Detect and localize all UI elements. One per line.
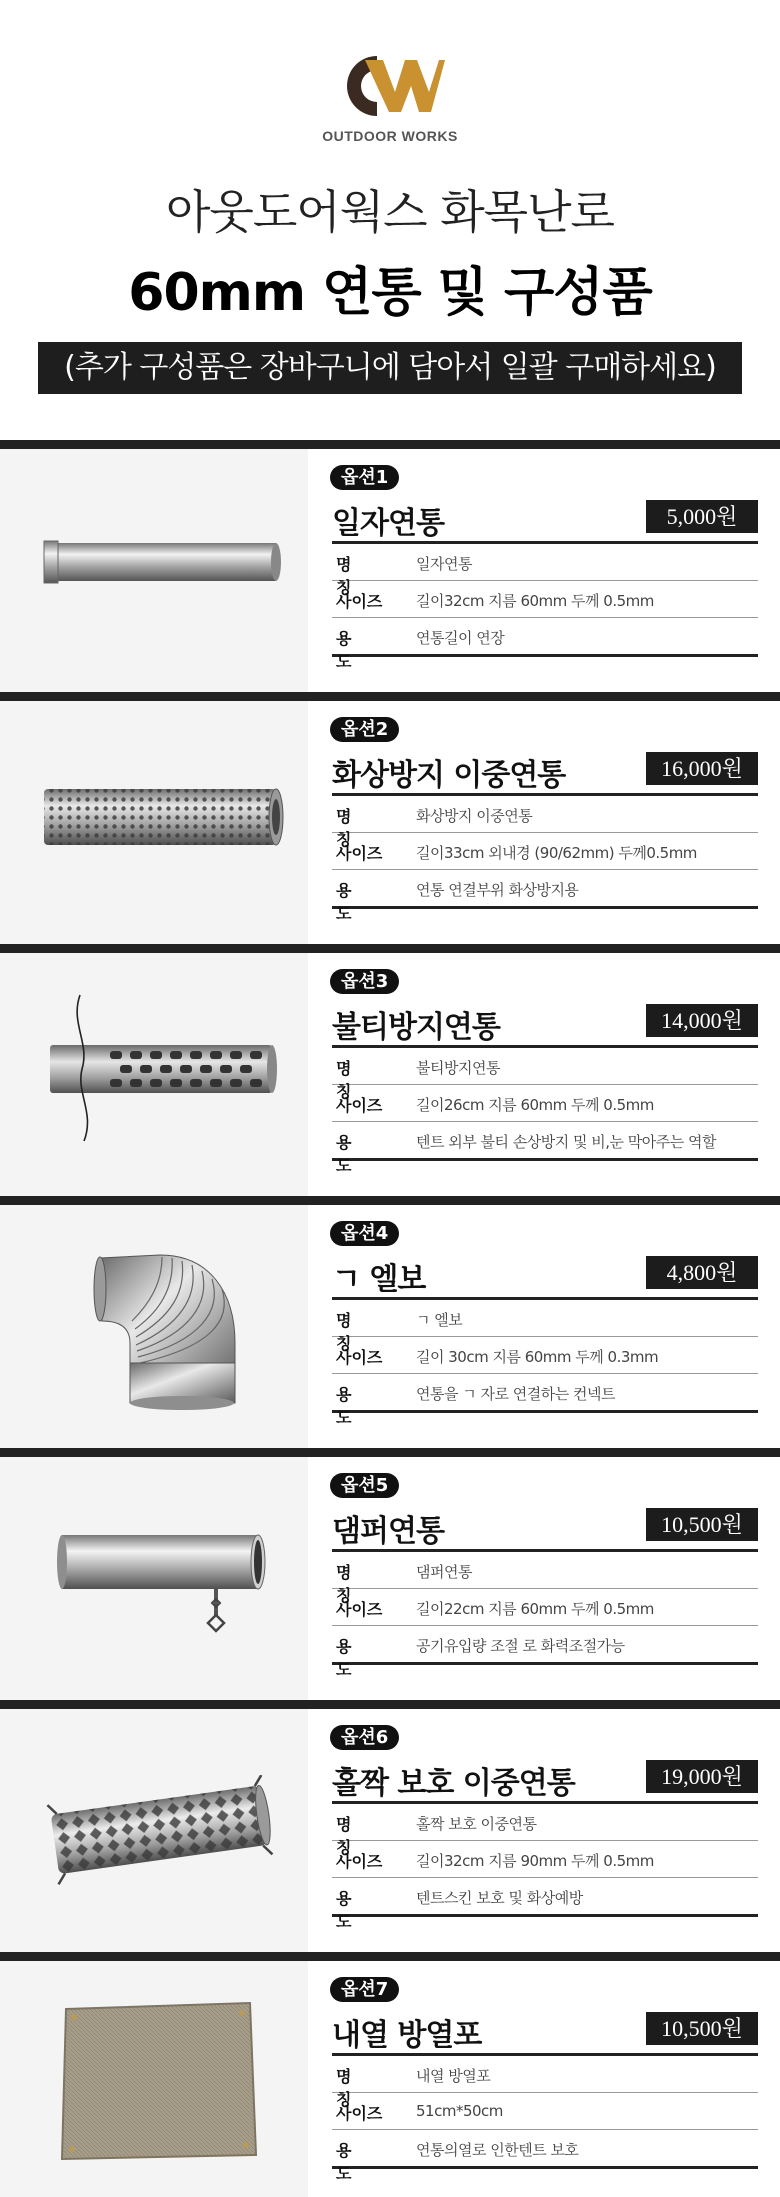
option-card-3 xyxy=(0,944,780,1196)
option-card-6 xyxy=(0,1700,780,1952)
price-tag: 19,000원 xyxy=(646,1760,758,1793)
spec-label: 사이즈 xyxy=(336,1600,383,1619)
spec-label: 용 도 xyxy=(336,1889,364,1931)
spec-value: 길이32cm 지름 90mm 두께 0.5mm xyxy=(416,1852,654,1870)
option-title: 내열 방열포 xyxy=(332,2018,482,2053)
option-badge: 옵션1 xyxy=(330,465,399,490)
damper-pipe-icon xyxy=(56,1527,276,1647)
spec-value: 텐트 외부 불티 손상방지 및 비,눈 막아주는 역할 xyxy=(416,1133,716,1151)
option-badge: 옵션6 xyxy=(330,1725,399,1750)
spec-label: 명 칭 xyxy=(336,1059,364,1101)
spec-label: 용 도 xyxy=(336,1637,364,1679)
spec-label: 사이즈 xyxy=(336,1852,383,1871)
spec-label: 사이즈 xyxy=(336,1096,383,1115)
option-badge: 옵션4 xyxy=(330,1221,399,1246)
spec-value: 화상방지 이중연통 xyxy=(416,807,533,825)
heat-shield-cloth-icon xyxy=(54,1997,264,2167)
spec-label: 사이즈 xyxy=(336,844,383,863)
spec-label: 용 도 xyxy=(336,1133,364,1175)
spec-label: 사이즈 xyxy=(336,1348,383,1367)
spec-value: 연통을 ㄱ 자로 연결하는 컨넥트 xyxy=(416,1385,615,1403)
spec-row-name xyxy=(332,796,758,849)
price-tag: 4,800원 xyxy=(646,1256,758,1289)
spec-value: 공기유입량 조절 로 화력조절가능 xyxy=(416,1637,625,1655)
spec-label: 명 칭 xyxy=(336,2067,364,2109)
lattice-double-pipe-icon xyxy=(40,1775,290,1885)
option-badge: 옵션7 xyxy=(330,1977,399,2002)
spec-label: 명 칭 xyxy=(336,807,364,849)
spec-value: 길이22cm 지름 60mm 두께 0.5mm xyxy=(416,1600,654,1618)
brand-logo xyxy=(0,50,780,144)
page-title-line1: 아웃도어웍스 화목난로 xyxy=(166,185,614,239)
spec-label: 사이즈 xyxy=(336,2104,383,2123)
option-card-4 xyxy=(0,1196,780,1448)
spec-value: 일자연통 xyxy=(416,555,472,573)
price-tag: 10,500원 xyxy=(646,1508,758,1541)
spec-label: 명 칭 xyxy=(336,1311,364,1353)
option-card-5 xyxy=(0,1448,780,1700)
spec-value: 51cm*50cm xyxy=(416,2102,503,2120)
spec-value: 내열 방열포 xyxy=(416,2067,491,2085)
spec-row-name xyxy=(332,1048,758,1101)
product-image-panel xyxy=(0,701,308,944)
spec-label: 사이즈 xyxy=(336,592,383,611)
spec-value: 홀짝 보호 이중연통 xyxy=(416,1815,537,1833)
spec-row-use xyxy=(332,1626,758,1679)
spec-label: 명 칭 xyxy=(336,1563,364,1605)
spec-row-size xyxy=(332,1841,758,1878)
divider-bar xyxy=(0,1196,780,1205)
price-tag: 16,000원 xyxy=(646,752,758,785)
spec-value: 연통길이 연장 xyxy=(416,629,505,647)
spec-row-use xyxy=(332,1374,758,1427)
spec-row-use xyxy=(332,870,758,923)
price-tag: 5,000원 xyxy=(646,500,758,533)
outdoor-works-logo-icon xyxy=(335,50,445,124)
page-title-line2: 60mm 연통 및 구성품 xyxy=(128,263,652,323)
spec-row-name xyxy=(332,2056,758,2109)
spec-value: 길이33cm 외내경 (90/62mm) 두께0.5mm xyxy=(416,844,697,862)
option-card-1 xyxy=(0,440,780,692)
spec-value: 길이26cm 지름 60mm 두께 0.5mm xyxy=(416,1096,654,1114)
spec-value: 연통 연결부위 화상방지용 xyxy=(416,881,579,899)
spec-row-name xyxy=(332,1300,758,1353)
option-title: 댐퍼연통 xyxy=(332,1514,444,1549)
purchase-notice: (추가 구성품은 장바구니에 담아서 일괄 구매하세요) xyxy=(38,342,742,394)
spec-label: 명 칭 xyxy=(336,1815,364,1857)
product-image-panel xyxy=(0,449,308,692)
spec-value: 댐퍼연통 xyxy=(416,1563,472,1581)
spec-row-size xyxy=(332,1337,758,1374)
spec-row-name xyxy=(332,544,758,597)
spec-row-size xyxy=(332,2093,758,2130)
spec-row-use xyxy=(332,1122,758,1175)
brand-name: OUTDOOR WORKS xyxy=(322,128,458,144)
spec-row-name xyxy=(332,1552,758,1605)
spec-row-size xyxy=(332,1085,758,1122)
divider-bar xyxy=(0,692,780,701)
product-image-panel xyxy=(0,1709,308,1952)
spec-value: ㄱ 엘보 xyxy=(416,1311,463,1329)
option-title: ㄱ 엘보 xyxy=(332,1262,426,1297)
elbow-pipe-icon xyxy=(90,1233,250,1423)
product-image-panel xyxy=(0,953,308,1196)
spec-row-size xyxy=(332,1589,758,1626)
option-badge: 옵션2 xyxy=(330,717,399,742)
spec-value: 텐트스킨 보호 및 화상예방 xyxy=(416,1889,583,1907)
header xyxy=(0,0,780,440)
spec-row-size xyxy=(332,833,758,870)
spark-arrestor-pipe-icon xyxy=(40,993,290,1143)
spec-row-use xyxy=(332,1878,758,1931)
option-title: 화상방지 이중연통 xyxy=(332,758,566,793)
option-card-2 xyxy=(0,692,780,944)
product-image-panel xyxy=(0,1961,308,2197)
divider-bar xyxy=(0,944,780,953)
spec-value: 길이 30cm 지름 60mm 두께 0.3mm xyxy=(416,1348,659,1366)
product-image-panel xyxy=(0,1205,308,1448)
spec-row-size xyxy=(332,581,758,618)
option-badge: 옵션3 xyxy=(330,969,399,994)
spec-row-use xyxy=(332,618,758,671)
option-badge: 옵션5 xyxy=(330,1473,399,1498)
spec-label: 용 도 xyxy=(336,629,364,671)
price-tag: 10,500원 xyxy=(646,2012,758,2045)
product-image-panel xyxy=(0,1457,308,1700)
option-card-7 xyxy=(0,1952,780,2197)
divider-bar xyxy=(0,1448,780,1457)
option-title: 홀짝 보호 이중연통 xyxy=(332,1766,575,1801)
divider-bar xyxy=(0,1700,780,1709)
spec-value: 길이32cm 지름 60mm 두께 0.5mm xyxy=(416,592,654,610)
spec-label: 용 도 xyxy=(336,1385,364,1427)
perforated-double-pipe-icon xyxy=(38,777,288,857)
price-tag: 14,000원 xyxy=(646,1004,758,1037)
option-title: 불티방지연통 xyxy=(332,1010,500,1045)
divider-bar xyxy=(0,440,780,449)
spec-label: 용 도 xyxy=(336,2141,364,2183)
spec-row-name xyxy=(332,1804,758,1857)
spec-label: 명 칭 xyxy=(336,555,364,597)
spec-label: 용 도 xyxy=(336,881,364,923)
divider-bar xyxy=(0,1952,780,1961)
option-title: 일자연통 xyxy=(332,506,444,541)
spec-value: 불티방지연통 xyxy=(416,1059,500,1077)
spec-value: 연통의열로 인한텐트 보호 xyxy=(416,2141,579,2159)
straight-pipe-icon xyxy=(40,529,285,599)
spec-row-use xyxy=(332,2130,758,2183)
